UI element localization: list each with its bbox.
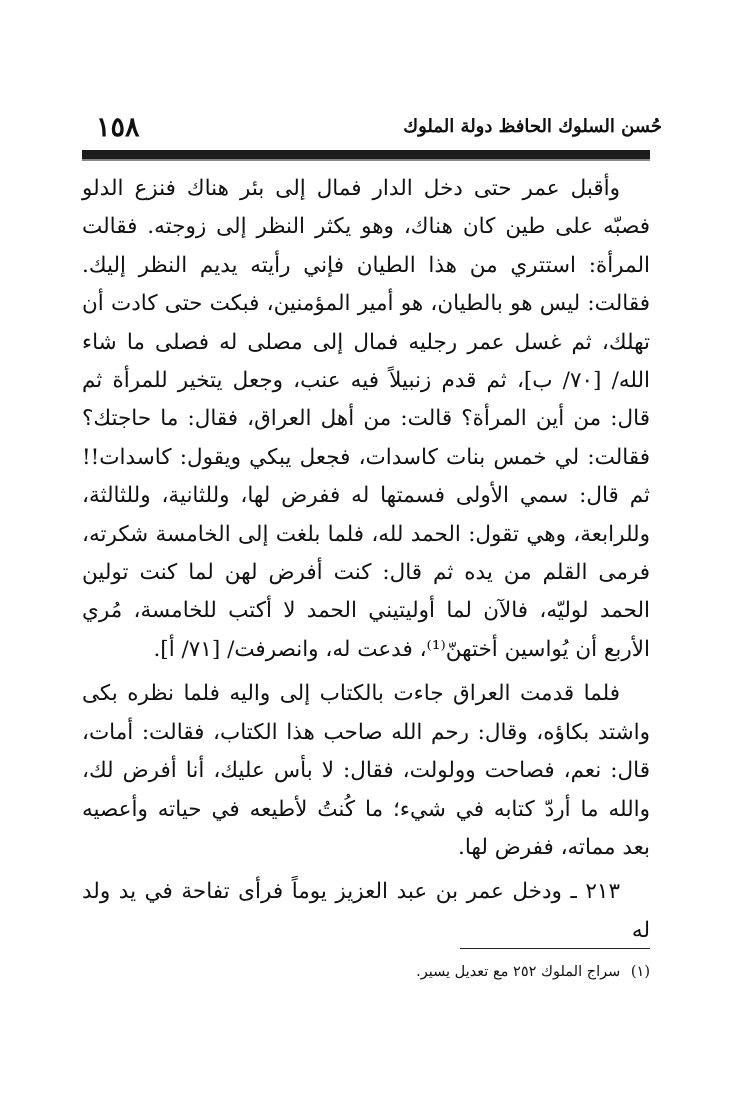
footnote-rule: [460, 948, 650, 949]
running-title: حُسن السلوك الحافظ دولة الملوك: [403, 116, 662, 137]
paragraph: فلما قدمت العراق جاءت بالكتاب إلى واليه فلما نظره بكى واشتد بكاؤه، وقال: رحم الله صاحب هذا الكتاب، فقالت: أمات، قال: نعم، فصاحت وولولت، فقال: لا بأس عليك، أنا أفرض لك، والله ما أردّ كتابه في شيء؛ ما كُنتُ لأطيعه في حياته وأعصيه بعد مماته، ففرض لها.: [82, 681, 650, 860]
page-body: [82, 170, 650, 950]
footnote-marker: (١): [630, 964, 650, 980]
paragraph: ٢١٣ ـ ودخل عمر بن عبد العزيز يوماً فرأى تفاحة في يد ولد له: [82, 879, 650, 943]
footnote: [82, 962, 650, 982]
header-rule: [82, 150, 650, 161]
page-header: [78, 112, 662, 148]
page-number: ١٥٨: [96, 112, 140, 143]
paragraph: وأقبل عمر حتى دخل الدار فمال إلى بئر هناك فنزع الدلو فصبّه على طين كان هناك، وهو يكثر النظر إلى زوجته. فقالت المرأة: استتري من هذا الطيان فإني رأيته يديم النظر إليك. فقالت: ليس هو بالطيان، هو أمير المؤمنين، فبكت حتى كادت أن تهلك، ثم غسل عمر رجليه فمال إلى مصلى له فصلى ما شاء الله/ [٧٠/ ب]، ثم قدم زنبيلاً فيه عنب، وجعل يتخير للمرأة ثم قال: من أين المرأة؟ قالت: من أهل العراق، فقال: ما حاجتك؟ فقالت: لي خمس بنات كاسدات، فجعل يبكي ويقول: كاسدات!! ثم قال: سمي الأولى فسمتها له ففرض لها، وللثانية، وللثالثة، وللرابعة، وهي تقول: الحمد لله، فلما بلغت إلى الخامسة شكرته، فرمى القلم من يده ثم قال: كنت أفرض لهن لما كنت تولين الحمد لوليّه، فالآن لما أوليتيني الحمد لا أكتب للخامسة، مُري الأربع أن يُواسين أختهنّ⁽¹⁾، فدعت له، وانصرفت/ [٧١/ أ].: [82, 176, 651, 662]
footnote-text: سراج الملوك ٢٥٢ مع تعديل يسير.: [416, 964, 621, 980]
